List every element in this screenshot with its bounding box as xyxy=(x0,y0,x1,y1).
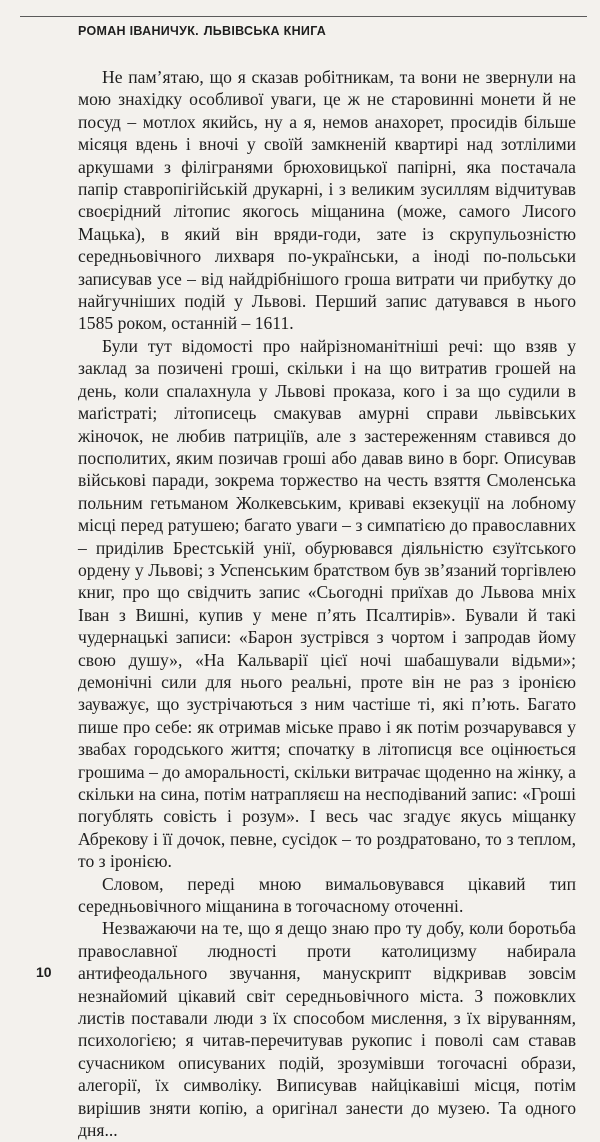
paragraph-1: Не пам’ятаю, що я сказав робітникам, та вони не звернули на мою знахідку особливої уваги, це ж не старовинні монети й не посуд – мотлох якийсь, ну а я, немов анахорет, просидів більше місяця вдень і вночі у своїй замкненій квартирі над зотлілими аркушами з філігранями брюховицької папірні, яка постачала папір ставропігійській друкарні, і з великим зусиллям відчитував своєрідний літопис якогось міщанина (може, самого Лисого Мацька), в який він вряди-годи, зате із скрупульозністю середньовічного лихваря по-українськи, а іноді по-польськи записував усе – від найдрібнішого гроша витрати чи прибутку до найгучніших подій у Львові. Перший запис датувався в нього 1585 роком, останній – 1611. xyxy=(78,67,576,334)
page-number: 10 xyxy=(36,964,52,980)
running-head xyxy=(78,24,326,38)
running-head-author: РОМАН ІВАНИЧУК. xyxy=(78,24,199,38)
running-head-book-title: ЛЬВІВСЬКА КНИГА xyxy=(203,24,327,38)
paragraph-3: Словом, переді мною вимальовувався цікавий тип середньовічного міщанина в тогочасному оточенні. xyxy=(78,873,576,917)
paragraph-2: Були тут відомості про найрізноманітніші речі: що взяв у заклад за позичені гроші, скільки і на що витратив грошей на день, коли спалахнула у Львові проказа, кого і за що судили в маґістраті; літописець смакував амурні справи львівських жіночок, не любив патриціїв, але з застереженням ставився до посполитих, яким позичав гроші або давав вино в борг. Описував військові паради, зокрема торжество на честь взяття Смоленська польним гетьманом Жолкевським, криваві екзекуції на лобному місці перед ратушею; багато уваги – з симпатією до православних – приділив Брестській унії, обурювався діяльністю єзуїтського ордену у Львові; з Успенським братством був зв’язаний торгівлею книг, про що свідчить запис «Сьогодні приїхав до Львова мніх Іван з Вишні, купив у мене п’ять Псалтирів». Бували й такі чудернацькі записи: «Барон зустрівся з чортом і запродав йому свою душу», «На Кальварії цієї ночі шабашували відьми»; демонічні сили для нього реальні, проте він не раз з іронією зауважує, що зустрічаються з ним частіше ті, які п’ють. Багато пише про себе: як отримав міське право і як потім розчарувався у звабах городського життя; спочатку в літописця все оцінюється грошима – до аморальності, скільки витрачає щоденно на жінку, а скільки на сина, потім натрапляєш на несподіваний запис: «Гроші погублять совість і розум». І весь час згадує якусь міщанку Абрекову і її дочок, певне, сусідок – то роздратовано, то з теплом, то з іронією. xyxy=(78,335,576,872)
header-rule xyxy=(20,16,587,17)
paragraph-4: Незважаючи на те, що я дещо знаю про ту добу, коли боротьба православної людності проти католицизму набирала антифеодального звучання, манускрипт відкривав зовсім незнайомий цікавий світ середньовічного міста. З пожовклих листів поставали люди з їх способом мислення, з їх віруванням, психологією; я читав-перечитував рукопис і поволі сам ставав сучасником описуваних подій, зрозумівши тогочасні образи, алегорії, їх символіку. Виписував найцікавіші місця, потім вирішив зняти копію, а оригінал занести до музею. Та одного дня... xyxy=(78,918,576,1141)
body-text xyxy=(78,66,576,1142)
